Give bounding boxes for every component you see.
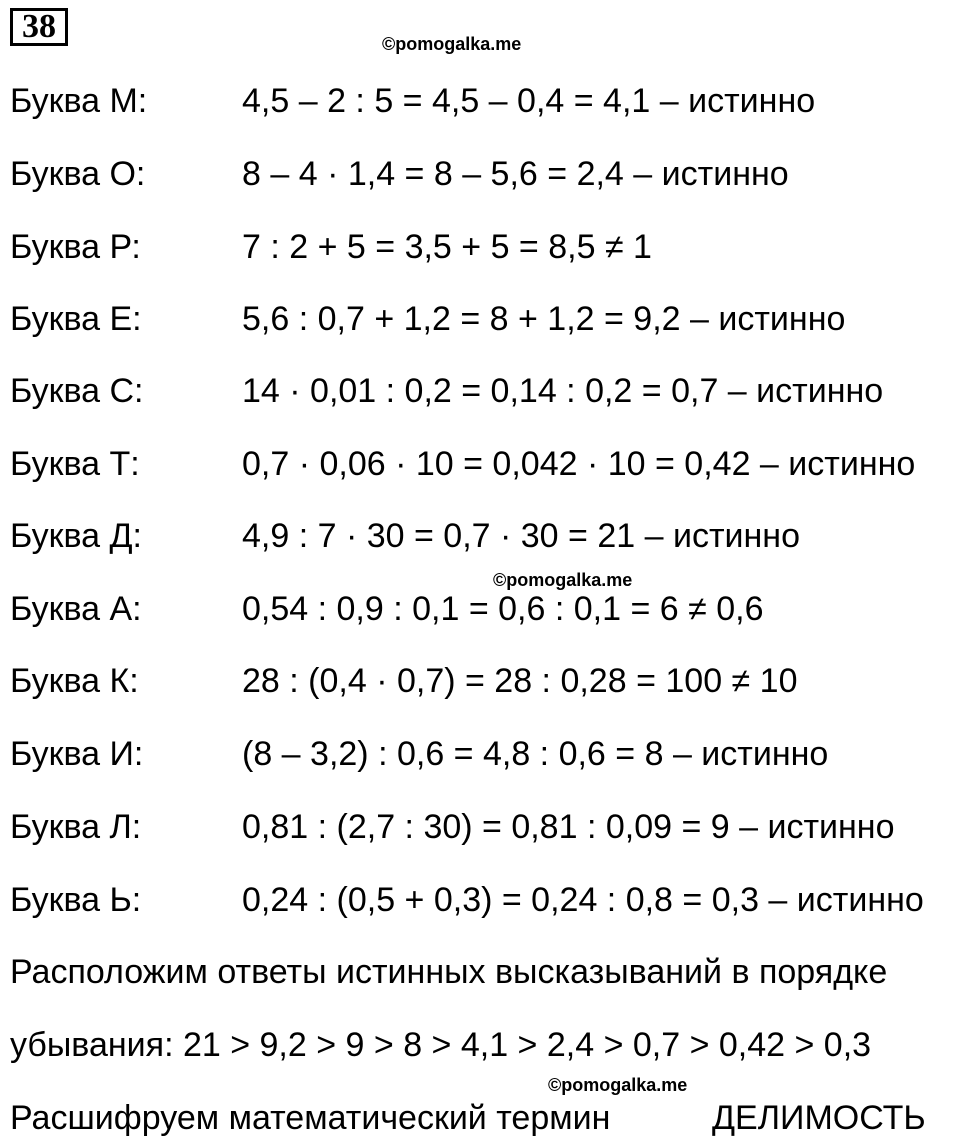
watermark: ©pomogalka.me [382, 34, 522, 54]
letter-label: Буква С: [10, 372, 144, 410]
expression: 5,6 : 0,7 + 1,2 = 8 + 1,2 = 9,2 – истинно [242, 300, 846, 338]
expression: 0,54 : 0,9 : 0,1 = 0,6 : 0,1 = 6 ≠ 0,6 [242, 590, 764, 628]
conclusion-line-1: Расположим ответы истинных высказываний в порядке [10, 953, 888, 991]
expression: 0,7 · 0,06 · 10 = 0,042 · 10 = 0,42 – истинно [242, 445, 916, 483]
expression: 7 : 2 + 5 = 3,5 + 5 = 8,5 ≠ 1 [242, 228, 652, 266]
expression: 8 – 4 · 1,4 = 8 – 5,6 = 2,4 – истинно [242, 155, 789, 193]
letter-label: Буква Е: [10, 300, 142, 338]
conclusion-line-2: убывания: 21 > 9,2 > 9 > 8 > 4,1 > 2,4 > 0,7 > 0,42 > 0,3 [10, 1026, 872, 1064]
expression: 4,9 : 7 · 30 = 0,7 · 30 = 21 – истинно [242, 517, 800, 555]
letter-label: Буква Ь: [10, 881, 142, 919]
letter-label: Буква Л: [10, 808, 142, 846]
letter-label: Буква А: [10, 590, 142, 628]
letter-label: Буква Т: [10, 445, 140, 483]
letter-label: Буква Р: [10, 228, 141, 266]
letter-label: Буква Д: [10, 517, 142, 555]
letter-label: Буква М: [10, 82, 148, 120]
watermark: ©pomogalka.me [493, 570, 633, 590]
expression: 28 : (0,4 · 0,7) = 28 : 0,28 = 100 ≠ 10 [242, 662, 798, 700]
letter-label: Буква И: [10, 735, 144, 773]
expression: 0,24 : (0,5 + 0,3) = 0,24 : 0,8 = 0,3 – истинно [242, 881, 924, 919]
task-number-box: 38 [10, 8, 68, 46]
conclusion-line-3: Расшифруем математический термин [10, 1099, 611, 1137]
answer-word: ДЕЛИМОСТЬ [712, 1099, 926, 1137]
expression: 14 · 0,01 : 0,2 = 0,14 : 0,2 = 0,7 – истинно [242, 372, 884, 410]
expression: (8 – 3,2) : 0,6 = 4,8 : 0,6 = 8 – истинно [242, 735, 829, 773]
letter-label: Буква К: [10, 662, 139, 700]
expression: 0,81 : (2,7 : 30) = 0,81 : 0,09 = 9 – истинно [242, 808, 895, 846]
expression: 4,5 – 2 : 5 = 4,5 – 0,4 = 4,1 – истинно [242, 82, 816, 120]
watermark: ©pomogalka.me [548, 1075, 688, 1095]
letter-label: Буква О: [10, 155, 146, 193]
